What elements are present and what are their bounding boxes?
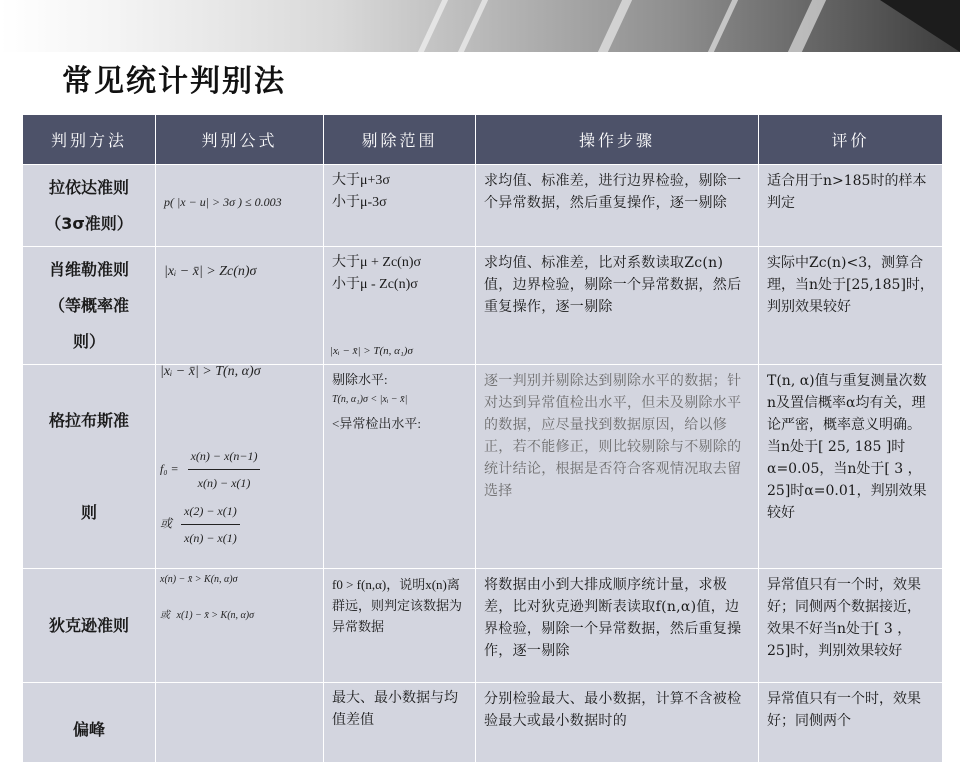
table-row bbox=[23, 683, 943, 763]
formula-cell bbox=[156, 365, 324, 569]
header-formula: 判别公式 bbox=[156, 115, 324, 165]
evaluation-cell: 异常值只有一个时，效果好；同侧两个数据接近，效果不好当n处于[ 3 ， 25]时，判别效果较好 bbox=[759, 569, 943, 683]
table-row bbox=[23, 365, 943, 569]
formula-cell bbox=[156, 247, 324, 365]
steps-cell: 求均值、标准差，进行边界检验，剔除一个异常数据，然后重复操作，逐一剔除 bbox=[476, 165, 759, 247]
table-row bbox=[23, 165, 943, 247]
header-range: 剔除范围 bbox=[324, 115, 476, 165]
steps-cell: 将数据由小到大排成顺序统计量，求极差，比对狄克逊判断表读取f(n,α)值，边界检验，剔除一个异常数据，然后重复操作，逐一剔除 bbox=[476, 569, 759, 683]
range-cell: 剔除水平: T(n, α₁)σ < |xᵢ − x̄| <异常检出水平: bbox=[324, 365, 476, 569]
formula-fraction-b: 或 $\frac{x(2) - x(1)}{x(n) - x(1)}$ bbox=[160, 500, 319, 549]
evaluation-cell: 实际中Zc(n)<3，测算合理，当n处于[25,185]时，判别效果较好 bbox=[759, 247, 943, 365]
page-title: 常见统计判别法 bbox=[62, 64, 286, 99]
range-cell: 最大、最小数据与均值差值 bbox=[324, 683, 476, 763]
formula: x(n) − x̄ > K(n, α)σ bbox=[160, 574, 238, 585]
formula-cell bbox=[156, 569, 324, 683]
steps-cell: 求均值、标准差，比对系数读取Zc(n)值，边界检验，剔除一个异常数据，然后重复操作，逐一剔除 bbox=[476, 247, 759, 365]
steps-cell: 分别检验最大、最小数据，计算不含被检验最大或最小数据时的 bbox=[476, 683, 759, 763]
header-steps: 操作步骤 bbox=[476, 115, 759, 165]
evaluation-cell: 适合用于n>185时的样本判定 bbox=[759, 165, 943, 247]
table-row bbox=[23, 247, 943, 365]
method-cell: 格拉布斯准 则 bbox=[23, 365, 156, 569]
methods-table bbox=[22, 114, 943, 763]
range-cell: f0 > f(n,α)，说明x(n)离群远，则判定该数据为异常数据 bbox=[324, 569, 476, 683]
table-header-row bbox=[23, 115, 943, 165]
method-cell: 拉依达准则 （3σ准则） bbox=[23, 165, 156, 247]
steps-cell: 逐一判别并剔除达到剔除水平的数据；针对达到异常值检出水平，但未及剔除水平的数据，应尽量找到数据原因，给以修正，若不能修正，则比较剔除与不剔除的统计结论，根据是否符合客观情况取去留选择 bbox=[476, 365, 759, 569]
method-cell: 偏峰 bbox=[23, 683, 156, 763]
formula-cell bbox=[156, 683, 324, 763]
method-cell: 肖维勒准则 （等概率准 则） bbox=[23, 247, 156, 365]
formula-cell bbox=[156, 165, 324, 247]
decorative-banner bbox=[0, 0, 960, 52]
range-cell: 大于μ+3σ 小于μ-3σ bbox=[324, 165, 476, 247]
range-cell: 大于μ + Zc(n)σ 小于μ - Zc(n)σ |xᵢ − x̄| > T(n, α₁)σ bbox=[324, 247, 476, 365]
header-method: 判别方法 bbox=[23, 115, 156, 165]
formula: |xᵢ − x̄| > T(n, α)σ bbox=[160, 364, 261, 379]
formula: |xᵢ − x̄| > Zc(n)σ bbox=[164, 264, 257, 279]
header-evaluation: 评价 bbox=[759, 115, 943, 165]
formula-fraction-a: f₀ = $\frac{x(n) - x(n-1)}{x(n) - x(1)}$ bbox=[160, 445, 319, 494]
evaluation-cell: 异常值只有一个时，效果好；同侧两个 bbox=[759, 683, 943, 763]
evaluation-cell: T(n, α)值与重复测量次数n及置信概率α均有关，理论严密，概率意义明确。当n处于[ 25, 185 ]时α=0.05，当n处于[ 3 ， 25]时α=0.01，判别效果较好 bbox=[759, 365, 943, 569]
formula-alt: 或 x(1) − x̄ > K(n, α)σ bbox=[160, 610, 255, 621]
method-cell: 狄克逊准则 bbox=[23, 569, 156, 683]
range-formula: |xᵢ − x̄| > T(n, α₁)σ bbox=[330, 345, 413, 357]
formula: p( |x − u| > 3σ ) ≤ 0.003 bbox=[164, 195, 282, 209]
table-row bbox=[23, 569, 943, 683]
